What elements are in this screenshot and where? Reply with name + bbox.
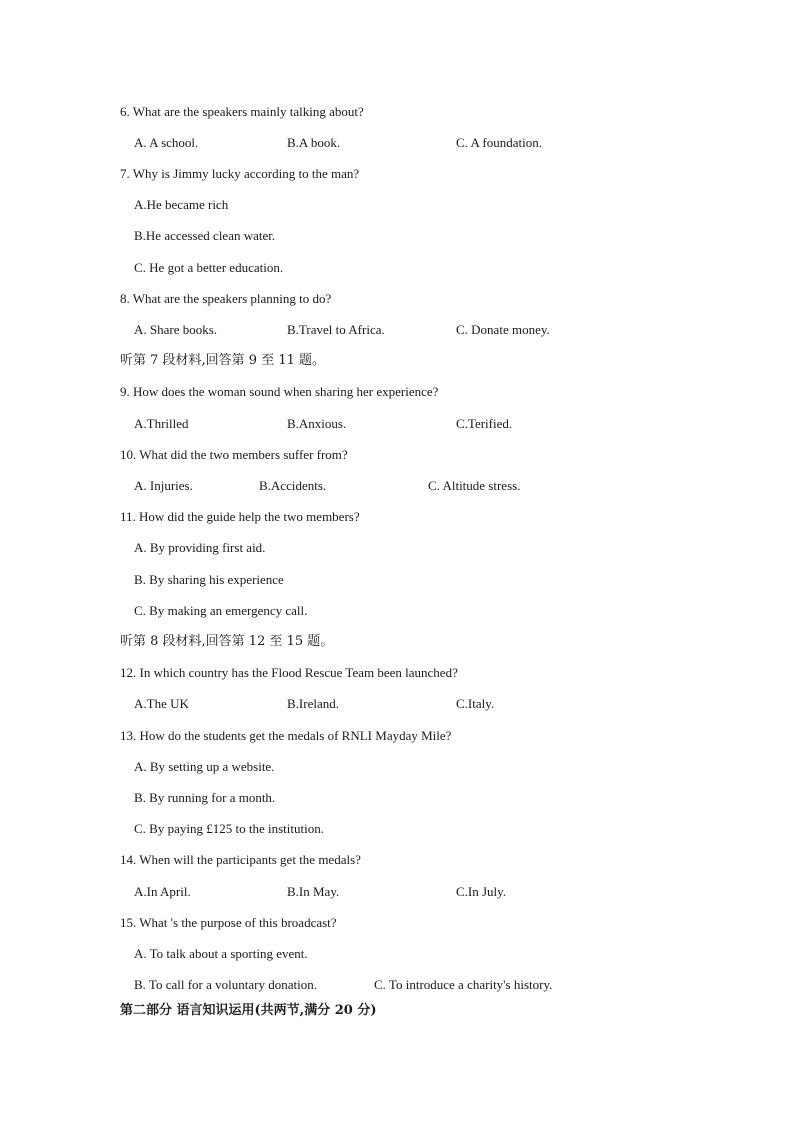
option-c: C.In July. bbox=[456, 884, 507, 899]
question-15: 15. What 's the purpose of this broadcast? bbox=[120, 915, 337, 930]
question-9: 9. How does the woman sound when sharing her experience? bbox=[120, 384, 439, 399]
option-a: A. To talk about a sporting event. bbox=[134, 946, 308, 961]
option-b: B.Accidents. bbox=[259, 478, 327, 493]
option-c: C. To introduce a charity's history. bbox=[374, 977, 553, 992]
option-c: C.Italy. bbox=[456, 696, 495, 711]
option-a: A. Share books. bbox=[134, 322, 218, 337]
option-c: C. Donate money. bbox=[456, 322, 550, 337]
option-a: A. A school. bbox=[134, 135, 199, 150]
question-10: 10. What did the two members suffer from? bbox=[120, 447, 348, 462]
question-8: 8. What are the speakers planning to do? bbox=[120, 291, 332, 306]
option-a: A.In April. bbox=[134, 884, 191, 899]
option-b: B.He accessed clean water. bbox=[134, 228, 276, 243]
part-2-heading: 第二部分 语言知识运用(共两节,满分 20 分) bbox=[120, 1003, 377, 1018]
question-7: 7. Why is Jimmy lucky according to the man? bbox=[120, 166, 360, 181]
option-a: A.Thrilled bbox=[134, 416, 189, 431]
option-b: B. To call for a voluntary donation. bbox=[134, 977, 317, 992]
option-b: B.A book. bbox=[287, 135, 341, 150]
option-c: C. By making an emergency call. bbox=[134, 603, 308, 618]
option-a: A. Injuries. bbox=[134, 478, 193, 493]
option-c: C.Terified. bbox=[456, 416, 513, 431]
question-11: 11. How did the guide help the two members? bbox=[120, 509, 360, 524]
option-b: B.Ireland. bbox=[287, 696, 339, 711]
option-c: C. A foundation. bbox=[456, 135, 542, 150]
option-a: A.He became rich bbox=[134, 197, 229, 212]
option-c: C. Altitude stress. bbox=[428, 478, 521, 493]
option-b: B.Anxious. bbox=[287, 416, 347, 431]
option-b: B.In May. bbox=[287, 884, 340, 899]
option-a: A. By providing first aid. bbox=[134, 540, 266, 555]
option-c: C. By paying £125 to the institution. bbox=[134, 821, 324, 836]
option-c: C. He got a better education. bbox=[134, 260, 284, 275]
section-8-instruction: 听第 8 段材料,回答第 12 至 15 题。 bbox=[120, 634, 334, 649]
option-a: A. By setting up a website. bbox=[134, 759, 275, 774]
question-13: 13. How do the students get the medals of RNLI Mayday Mile? bbox=[120, 728, 452, 743]
question-14: 14. When will the participants get the medals? bbox=[120, 852, 361, 867]
question-12: 12. In which country has the Flood Rescue Team been launched? bbox=[120, 665, 458, 680]
option-b: B. By running for a month. bbox=[134, 790, 276, 805]
question-6: 6. What are the speakers mainly talking about? bbox=[120, 104, 364, 119]
option-b: B.Travel to Africa. bbox=[287, 322, 385, 337]
option-a: A.The UK bbox=[134, 696, 189, 711]
section-7-instruction: 听第 7 段材料,回答第 9 至 11 题。 bbox=[120, 353, 326, 368]
option-b: B. By sharing his experience bbox=[134, 572, 284, 587]
